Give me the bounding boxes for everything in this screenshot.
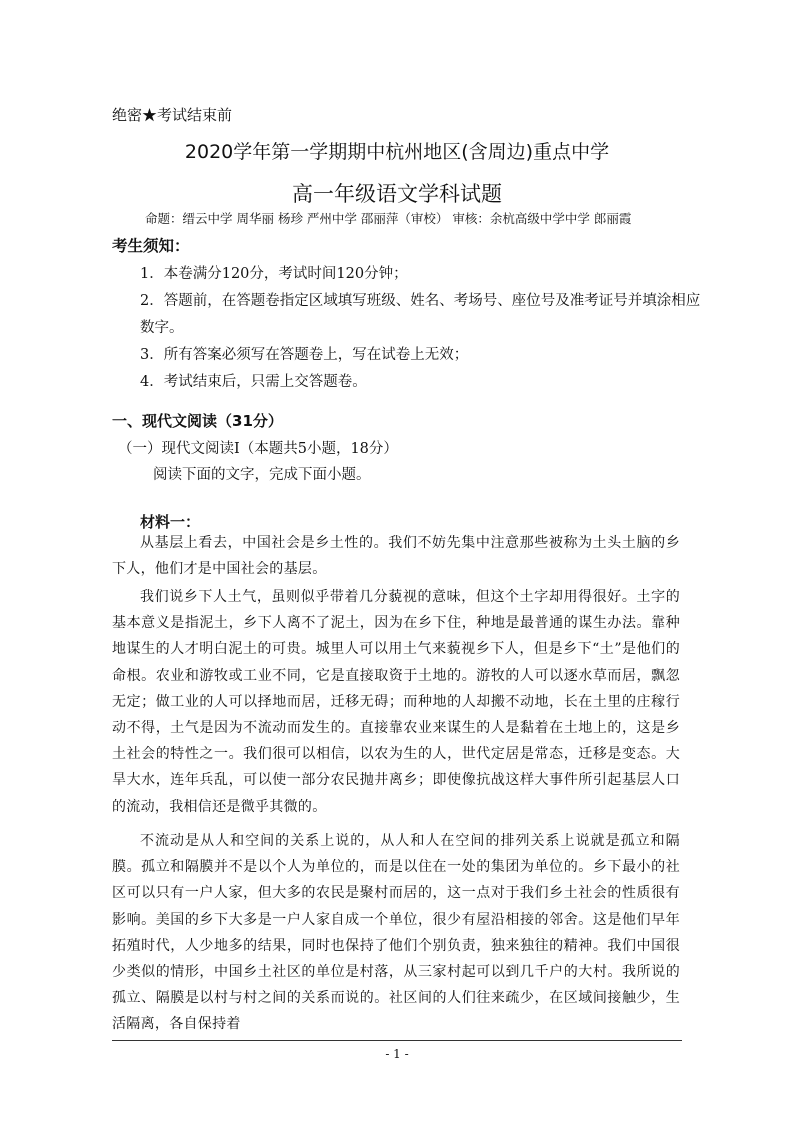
notice-item: 3．所有答案必须写在答题卷上，写在试卷上无效； (140, 347, 469, 363)
authors-line: 命题：缙云中学 周华丽 杨珍 严州中学 邵丽萍（审校） 审核：余杭高级中学中学 郎丽霞 (145, 211, 632, 226)
material-label: 材料一： (140, 513, 201, 531)
notice-item: 数字。 (140, 320, 184, 336)
material-paragraph: 从基层上看去，中国社会是乡土性的。我们不妨先集中注意那些被称为土头土脑的乡下人，他们才是中国社会的基层。 (112, 535, 680, 578)
section-heading: 一、现代文阅读（31分） (112, 412, 283, 430)
subsection-heading: （一）现代文阅读Ⅰ（本题共5小题，18分） (118, 441, 398, 457)
notice-item: 1．本卷满分120分，考试时间120分钟； (140, 266, 408, 282)
exam-title-line1: 2020学年第一学期期中杭州地区(含周边)重点中学 (184, 141, 610, 163)
exam-title-line2: 高一年级语文学科试题 (292, 182, 502, 206)
confidential-mark: 绝密★考试结束前 (112, 106, 233, 124)
notice-item: 4．考试结束后，只需上交答题卷。 (140, 374, 367, 390)
notice-item: 2．答题前，在答题卷指定区域填写班级、姓名、考场号、座位号及准考证号并填涂相应 (140, 293, 701, 309)
material-paragraph: 我们说乡下人土气，虽则似乎带着几分藐视的意味，但这个土字却用得很好。土字的基本意义是指泥土，乡下人离不了泥土，因为在乡下住，种地是最普通的谋生办法。靠种地谋生的人才明白泥土的可贵。城里人可以用土气来藐视乡下人，但是乡下“土”是他们的命根。农业和游牧或工业不同，它是直接取资于土地的。游牧的人可以逐水草而居，飘忽无定；做工业的人可以择地而居，迁移无碍；而种地的人却搬不动地，长在土里的庄稼行动不得，土气是因为不流动而发生的。直接靠农业来谋生的人是黏着在土地上的，这是乡土社会的特性之一。我们很可以相信，以农为生的人，世代定居是常态，迁移是变态。大旱大水，连年兵乱，可以使一部分农民抛井离乡；即使像抗战这样大事件所引起基层人口的流动，我相信还是微乎其微的。 (112, 589, 680, 815)
footer-divider (112, 1040, 682, 1041)
material-paragraph: 不流动是从人和空间的关系上说的，从人和人在空间的排列关系上说就是孤立和隔膜。孤立和隔膜并不是以个人为单位的，而是以住在一处的集团为单位的。乡下最小的社区可以只有一户人家，但大多的农民是聚村而居的，这一点对于我们乡土社会的性质很有影响。美国的乡下大多是一户人家自成一个单位，很少有屋沿相接的邻舍。这是他们早年拓殖时代，人少地多的结果，同时也保持了他们个别负责，独来独往的精神。我们中国很少类似的情形，中国乡土社区的单位是村落，从三家村起可以到几千户的大村。我所说的孤立、隔膜是以村与村之间的关系而说的。社区间的人们往来疏少，在区域间接触少，生活隔离，各自保持着 (112, 833, 680, 1033)
reading-instruction: 阅读下面的文字，完成下面小题。 (153, 467, 371, 483)
notice-heading: 考生须知： (112, 237, 190, 255)
page-number: - 1 - (385, 1047, 409, 1061)
